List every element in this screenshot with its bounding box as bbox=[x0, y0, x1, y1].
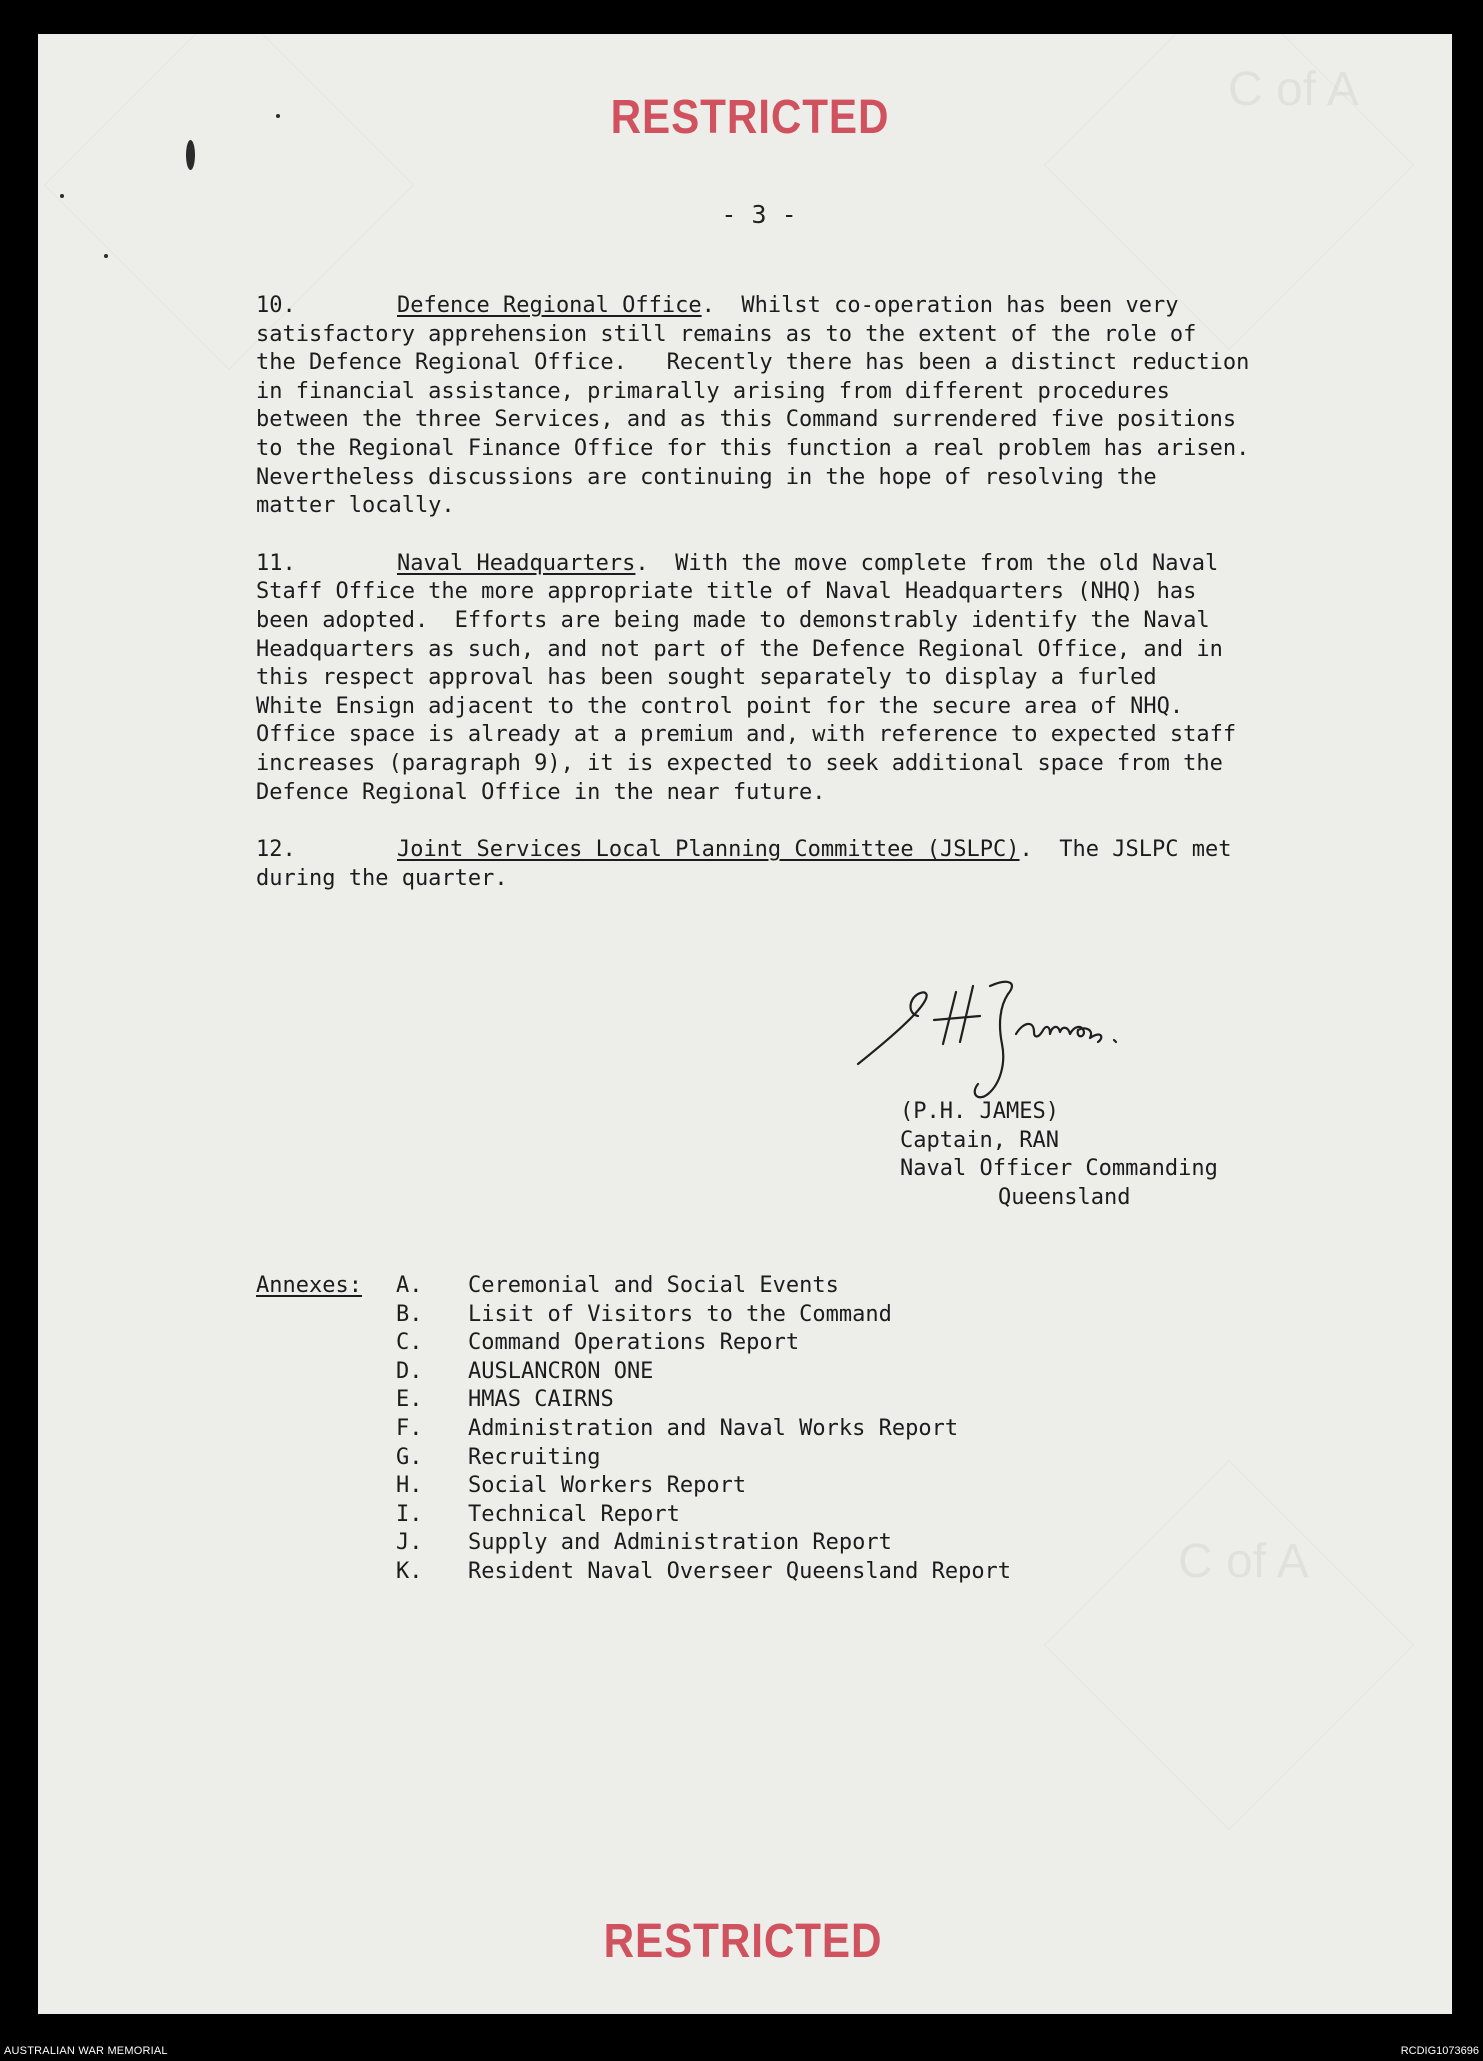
paragraph-11 bbox=[256, 550, 1356, 807]
footer-source: AUSTRALIAN WAR MEMORIAL bbox=[4, 2045, 168, 2057]
punch-hole-mark bbox=[104, 254, 108, 258]
annex-item bbox=[396, 1472, 1011, 1501]
annex-title: Lisit of Visitors to the Command bbox=[468, 1301, 892, 1327]
heading-suffix: . bbox=[635, 550, 649, 576]
annexes-heading: Annexes: bbox=[256, 1273, 362, 1298]
annex-title: Social Workers Report bbox=[468, 1473, 747, 1499]
heading-suffix: . bbox=[701, 293, 715, 318]
paragraph-text-first: With the move complete from the old Naval bbox=[648, 550, 1219, 576]
paragraph-heading: Defence Regional Office bbox=[397, 293, 702, 318]
signatory-rank: Captain, RAN bbox=[900, 1127, 1059, 1153]
annex-letter: C. bbox=[396, 1330, 423, 1356]
annex-letter: D. bbox=[396, 1358, 423, 1384]
paragraph-number: 10. bbox=[256, 293, 296, 318]
annex-item bbox=[396, 1301, 1011, 1330]
annex-title: Administration and Naval Works Report bbox=[468, 1415, 959, 1441]
annex-letter: H. bbox=[396, 1473, 423, 1499]
paragraph-number: 12. bbox=[256, 837, 296, 863]
restricted-stamp-top: RESTRICTED bbox=[610, 91, 890, 144]
document-body bbox=[256, 292, 1356, 922]
paragraph-text: Staff Office the more appropriate title of Naval Headquarters (NHQ) has been adopted. Efforts are being made to demonstrably identify the Naval Headquarters as such, and not part of the Defence Regional Office, and in this respect approval has been sought separately to display a furled White Ensign adjacent to the control point for the secure area of NHQ. Office space is already at a premium and, with reference to expected staff increases (paragraph 9), it is expected to seek additional space from the Defence Regional Office in the near future. bbox=[256, 579, 1237, 805]
annex-title: Supply and Administration Report bbox=[468, 1530, 892, 1556]
annex-letter: F. bbox=[396, 1415, 423, 1441]
annex-item bbox=[396, 1358, 1011, 1387]
annex-item bbox=[396, 1329, 1011, 1358]
signatory-title: Naval Officer Commanding bbox=[900, 1156, 1218, 1182]
paragraph-text-first: Whilst co-operation has been very bbox=[714, 293, 1179, 318]
annex-title: Command Operations Report bbox=[468, 1330, 800, 1356]
annex-item bbox=[396, 1558, 1011, 1587]
annex-item bbox=[396, 1529, 1011, 1558]
document-page bbox=[38, 34, 1452, 2014]
annex-item bbox=[396, 1501, 1011, 1530]
annex-letter: G. bbox=[396, 1444, 423, 1470]
heading-suffix: . bbox=[1019, 837, 1033, 863]
annex-item bbox=[396, 1444, 1011, 1473]
paragraph-text: satisfactory apprehension still remains as to the extent of the role of the Defence Regional Office. Recently there has been a distinct reduction in financial assistance, primarally arising from different procedures between the three Services, and as this Command surrendered five positions to the Regional Finance Office for this function a real problem has arisen. Nevertheless discussions are continuing in the hope of resolving the matter locally. bbox=[256, 321, 1250, 519]
paragraph-text: during the quarter. bbox=[256, 865, 508, 891]
annex-letter: B. bbox=[396, 1301, 423, 1327]
signatory-name: (P.H. JAMES) bbox=[900, 1099, 1059, 1124]
annex-title: AUSLANCRON ONE bbox=[468, 1358, 654, 1384]
signature-block bbox=[900, 1098, 1218, 1212]
annex-title: Ceremonial and Social Events bbox=[468, 1273, 839, 1298]
restricted-stamp-bottom: RESTRICTED bbox=[603, 1915, 883, 1968]
watermark-text: C of A bbox=[1228, 63, 1359, 116]
annex-title: Technical Report bbox=[468, 1501, 680, 1527]
annex-letter: K. bbox=[396, 1558, 423, 1584]
signatory-title-line2: Queensland bbox=[998, 1184, 1131, 1210]
paragraph-10 bbox=[256, 292, 1356, 521]
annexes-list bbox=[396, 1272, 1011, 1587]
page-number: - 3 - bbox=[721, 200, 797, 229]
annex-letter: I. bbox=[396, 1501, 423, 1527]
paragraph-heading: Joint Services Local Planning Committee (JSLPC) bbox=[397, 837, 1020, 863]
annex-letter: A. bbox=[396, 1273, 423, 1298]
annex-title: Resident Naval Overseer Queensland Report bbox=[468, 1558, 1012, 1584]
annex-letter: E. bbox=[396, 1387, 423, 1413]
annex-item bbox=[396, 1272, 1011, 1301]
punch-hole-mark bbox=[60, 194, 64, 198]
footer-record-id: RCDIG1073696 bbox=[1400, 2045, 1479, 2057]
annex-title: HMAS CAIRNS bbox=[468, 1387, 614, 1413]
annex-title: Recruiting bbox=[468, 1444, 601, 1470]
handwritten-signature bbox=[838, 934, 1258, 1114]
paragraph-heading: Naval Headquarters bbox=[397, 550, 636, 576]
annex-letter: J. bbox=[396, 1530, 423, 1556]
paragraph-number: 11. bbox=[256, 550, 296, 576]
watermark-text: C of A bbox=[1178, 1535, 1309, 1588]
watermark-diamond bbox=[1044, 1460, 1415, 1831]
paragraph-text-first: The JSLPC met bbox=[1032, 837, 1232, 863]
paragraph-12 bbox=[256, 836, 1356, 893]
annex-item bbox=[396, 1386, 1011, 1415]
annex-item bbox=[396, 1415, 1011, 1444]
